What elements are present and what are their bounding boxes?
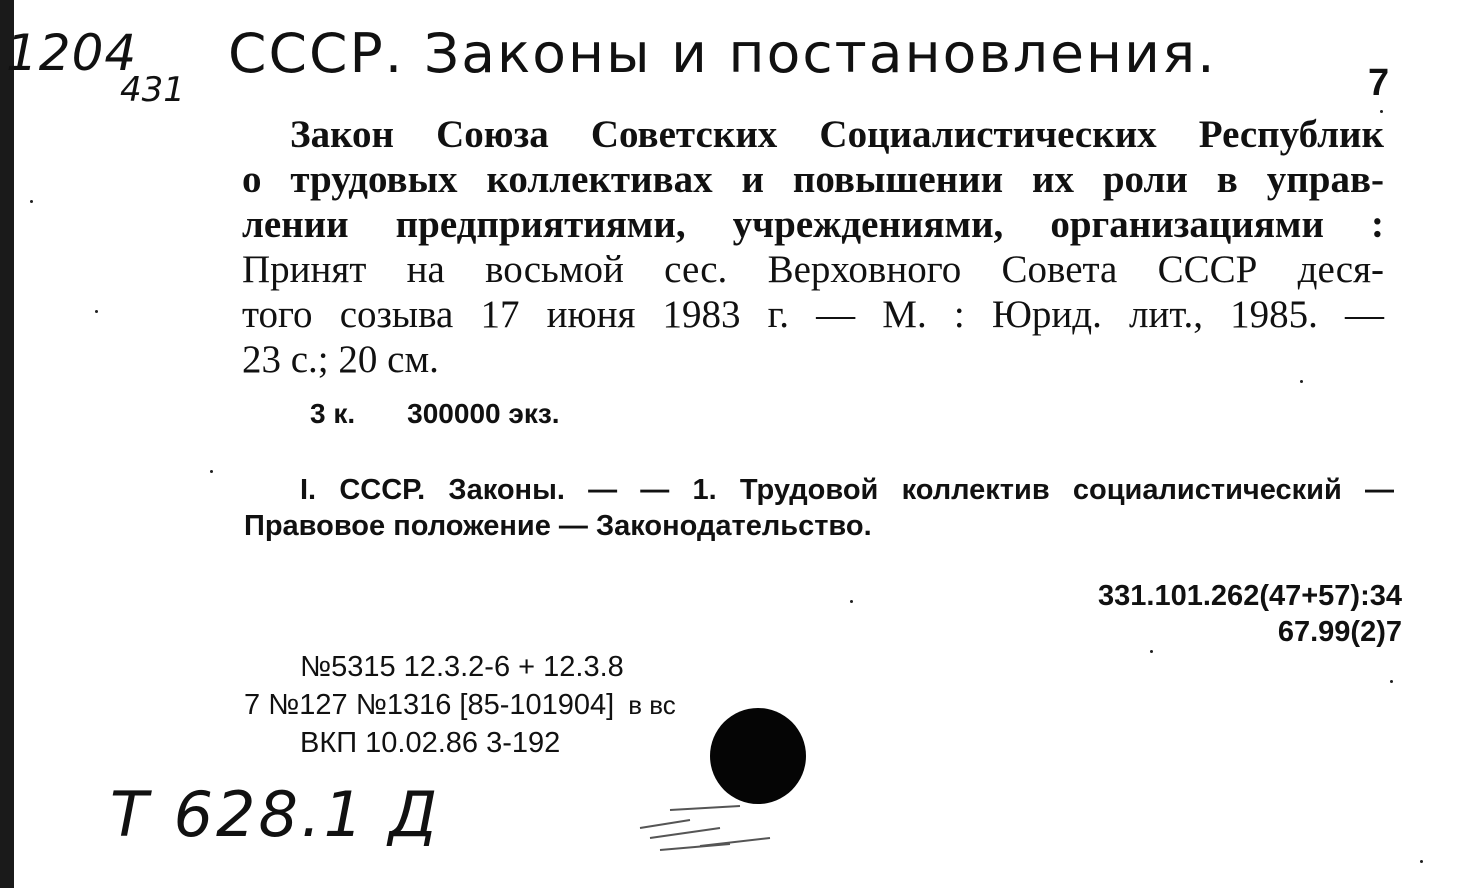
punch-hole [710, 708, 806, 804]
speck [850, 600, 853, 603]
pencil-scribble [630, 798, 780, 858]
entry-line: 23 с.; 20 см. [242, 338, 439, 381]
entry-line: того созыва 17 июня 1983 г. — М. : Юрид. лит., 1985. — [242, 293, 1384, 336]
code-tail: в вс [628, 690, 676, 720]
entry-line: о трудовых коллективах и повышении их роли в управ- [242, 158, 1384, 201]
card-edge [0, 0, 14, 888]
speck [1390, 680, 1393, 683]
speck [210, 470, 213, 473]
subject-line: Правовое положение — Законодательство. [244, 510, 872, 542]
speck [1420, 860, 1423, 863]
code-line: №5315 12.3.2-6 + 12.3.8 [300, 651, 624, 683]
code-line-2 [244, 686, 676, 724]
handwritten-heading: СССР. Законы и постановления. [228, 22, 1217, 85]
classification-codes [1098, 578, 1402, 650]
bibliographic-entry [242, 112, 1384, 382]
subject-headings [244, 472, 1394, 544]
subject-line: I. СССР. Законы. — — 1. Трудовой коллектив социалистический — [300, 474, 1394, 506]
code-line: ВКП 10.02.86 3-192 [300, 727, 561, 759]
print-run: 300000 экз. [407, 398, 560, 429]
price: 3 к. [310, 398, 356, 429]
entry-line: Принят на восьмой сес. Верховного Совета СССР деся- [242, 248, 1384, 291]
entry-line: Закон Союза Советских Социалистических Республик [290, 113, 1384, 156]
handwritten-number: 1204 [6, 24, 138, 82]
speck [95, 310, 98, 313]
price-line [310, 398, 560, 430]
bbk-code: 67.99(2)7 [1277, 616, 1402, 648]
speck [1150, 650, 1153, 653]
speck [1380, 110, 1383, 113]
handwritten-sub-number: 431 [120, 70, 185, 110]
page-number: 7 [1368, 62, 1390, 104]
speck [30, 200, 33, 203]
udc-code: 331.101.262(47+57):34 [1098, 580, 1402, 612]
handwritten-shelf-mark: Т 628.1 Д [110, 778, 441, 851]
code-line: 7 №127 №1316 [85-101904] [244, 689, 615, 721]
card-codes [244, 648, 676, 762]
entry-line: лении предприятиями, учреждениями, организациями : [242, 203, 1384, 246]
speck [1300, 380, 1303, 383]
